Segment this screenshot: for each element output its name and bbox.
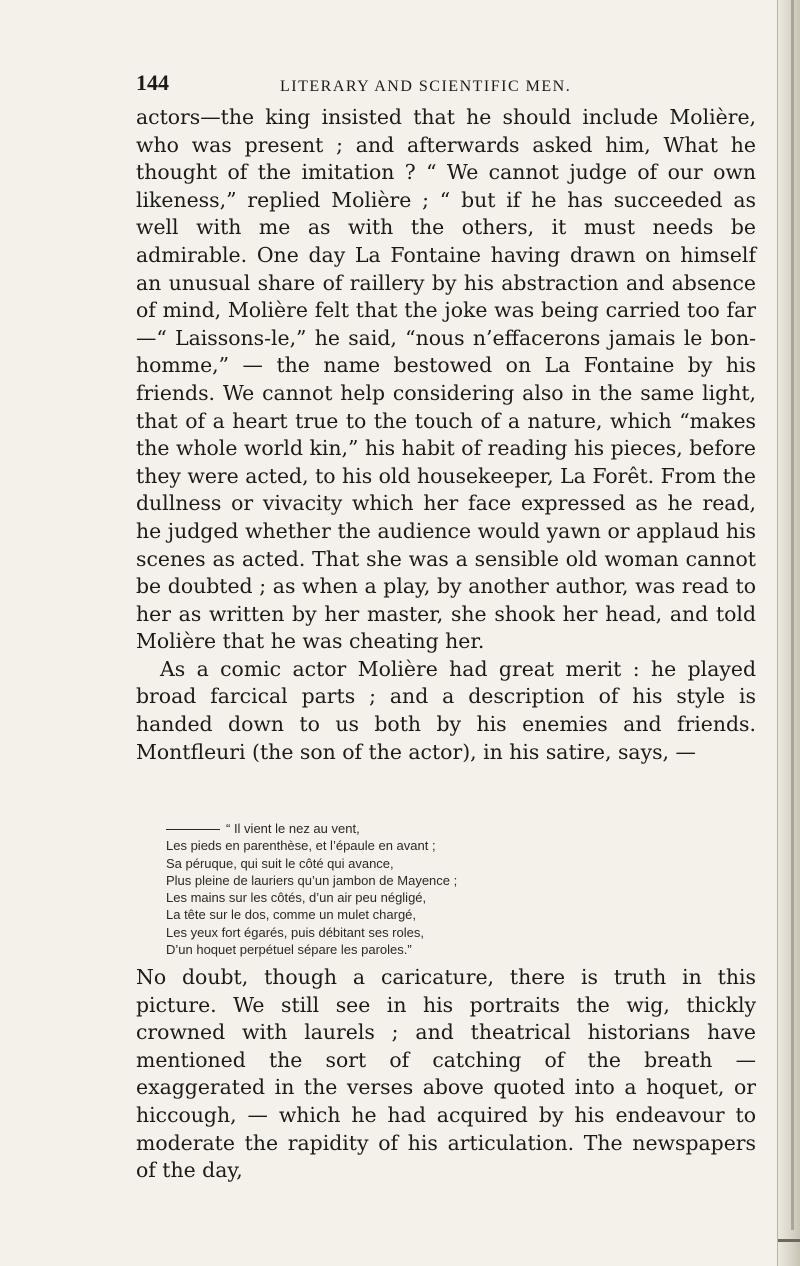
paragraph-1: actors—the king insisted that he should include Molière, who was present ; and afterwards asked him, What he thought of the imitation ? “ We cannot judge of our own likeness,” replied Molière ; “ but if he has succeeded as well with me as with the others, it must needs be admirable. One day La Fontaine having drawn on himself an unusual share of raillery by his abstraction and absence of mind, Molière felt that the joke was being carried too far—“ Laissons-le,” he said, “nous n’effacerons jamais le bon-homme,” — the name bestowed on La Fontaine by his friends. We cannot help considering also in the same light, that of a heart true to the touch of a nature, which “makes the whole world kin,” his habit of reading his pieces, before they were acted, to his old housekeeper, La Forêt. From the dullness or vivacity which her face expressed as he read, he judged whether the audience would yawn or applaud his scenes as acted. That she was a sensible old woman cannot be doubted ; as when a play, by another author, was read to her as written by her master, she shook her head, and told Molière that he was cheating her. xyxy=(136,105,756,654)
verse-line: Les mains sur les côtés, d’un air peu négligé, xyxy=(166,890,427,906)
verse-line-text: “ Il vient le nez au vent, xyxy=(226,821,360,836)
verse-line: La tête sur le dos, comme un mulet chargé, xyxy=(166,907,417,923)
verse-line xyxy=(166,820,746,837)
verse-quotation xyxy=(166,820,746,958)
body-text xyxy=(136,104,756,766)
verse-line: Les pieds en parenthèse, et l’épaule en avant ; xyxy=(166,838,436,854)
verse-line: D’un hoquet perpétuel sépare les paroles.” xyxy=(166,942,412,958)
verse-dash-rule xyxy=(166,829,220,830)
paragraph-2: As a comic actor Molière had great merit : he played broad farcical parts ; and a description of his style is handed down to us both by his enemies and friends. Montfleuri (the son of the actor), in his satire, says, — xyxy=(136,656,756,764)
verse-line: Sa péruque, qui suit le côté qui avance, xyxy=(166,855,394,871)
page-number: 144 xyxy=(136,70,169,95)
page-edge-foot xyxy=(778,1239,800,1242)
running-title: LITERARY AND SCIENTIFIC MEN. xyxy=(280,78,572,95)
page-edge-shadow xyxy=(791,0,794,1230)
verse-line: Plus pleine de lauriers qu’un jambon de Mayence ; xyxy=(166,872,458,888)
verse-line: Les yeux fort égarés, puis débitant ses roles, xyxy=(166,924,424,940)
page-edge xyxy=(777,0,800,1266)
closing-text xyxy=(136,964,756,1185)
page-header xyxy=(136,70,760,104)
closing-paragraph: No doubt, though a caricature, there is truth in this picture. We still see in his portraits the wig, thickly crowned with laurels ; and theatrical historians have mentioned the sort of catching of the breath — exaggerated in the verses above quoted into a hoquet, or hiccough, — which he had acquired by his endeavour to moderate the rapidity of his articulation. The newspapers of the day, xyxy=(136,965,756,1183)
